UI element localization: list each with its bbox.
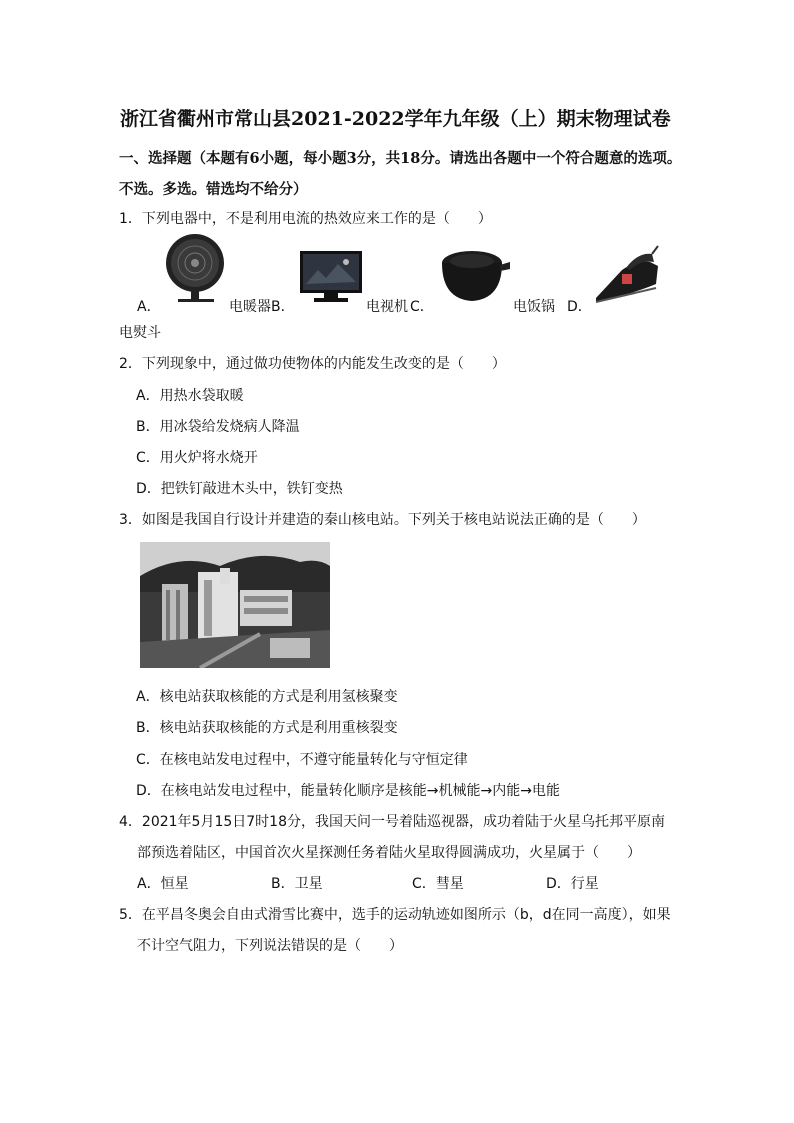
q2-option-a[interactable]: A．用热水袋取暖 bbox=[136, 388, 244, 404]
q5-stem-line2: 不计空气阻力，下列说法错误的是（ ） bbox=[137, 938, 403, 954]
q5-stem-line1: 5．在平昌冬奥会自由式滑雪比赛中，选手的运动轨迹如图所示（b，d在同一高度），如果 bbox=[119, 907, 671, 923]
q3-option-b[interactable]: B．核电站获取核能的方式是利用重核裂变 bbox=[136, 720, 398, 736]
q1-option-c-text: 电饭锅 bbox=[513, 299, 555, 315]
electric-heater-image bbox=[160, 234, 232, 306]
q1-stem: 1．下列电器中，不是利用电流的热效应来工作的是（ ） bbox=[119, 211, 492, 227]
q1-option-d-letter[interactable]: D． bbox=[567, 299, 592, 315]
q3-option-d[interactable]: D．在核电站发电过程中，能量转化顺序是核能→机械能→内能→电能 bbox=[136, 783, 560, 799]
q2-stem: 2．下列现象中，通过做功使物体的内能发生改变的是（ ） bbox=[119, 356, 506, 372]
q3-option-a[interactable]: A．核电站获取核能的方式是利用氢核聚变 bbox=[136, 689, 398, 705]
television-image bbox=[296, 248, 366, 306]
q1-option-b-text: 电视机 bbox=[366, 299, 408, 315]
q3-stem: 3．如图是我国自行设计并建造的秦山核电站。下列关于核电站说法正确的是（ ） bbox=[119, 512, 646, 528]
q1-option-a-text: 电暖器 bbox=[229, 299, 271, 315]
q1-option-d-text: 电熨斗 bbox=[119, 325, 161, 341]
q4-stem-line2: 部预选着陆区，中国首次火星探测任务着陆火星取得圆满成功，火星属于（ ） bbox=[137, 845, 641, 861]
q4-stem-line1: 4．2021年5月15日7时18分，我国天问一号着陆巡视器，成功着陆于火星乌托邦平原南 bbox=[119, 814, 665, 830]
q2-option-b[interactable]: B．用冰袋给发烧病人降温 bbox=[136, 419, 300, 435]
section-heading-line1: 一、选择题（本题有6小题，每小题3分，共18分。请选出各题中一个符合题意的选项。 bbox=[119, 150, 682, 167]
q2-option-d[interactable]: D．把铁钉敲进木头中，铁钉变热 bbox=[136, 481, 343, 497]
q1-option-a-letter[interactable]: A． bbox=[137, 299, 161, 315]
q3-option-c[interactable]: C．在核电站发电过程中，不遵守能量转化与守恒定律 bbox=[136, 752, 468, 768]
q4-option-a[interactable]: A．恒星 bbox=[137, 876, 189, 892]
electric-iron-image bbox=[592, 244, 666, 306]
q1-option-c-letter[interactable]: C． bbox=[410, 299, 434, 315]
exam-title: 浙江省衢州市常山县2021-2022学年九年级（上）期末物理试卷 bbox=[120, 108, 671, 130]
q2-option-c[interactable]: C．用火炉将水烧开 bbox=[136, 450, 258, 466]
rice-cooker-image bbox=[438, 245, 512, 305]
q4-option-d[interactable]: D．行星 bbox=[546, 876, 599, 892]
q4-option-c[interactable]: C．彗星 bbox=[412, 876, 464, 892]
nuclear-power-station-photo bbox=[140, 542, 330, 668]
q1-option-b-letter[interactable]: B． bbox=[271, 299, 295, 315]
section-heading-line2: 不选。多选。错选均不给分） bbox=[119, 181, 308, 198]
q4-option-b[interactable]: B．卫星 bbox=[271, 876, 323, 892]
